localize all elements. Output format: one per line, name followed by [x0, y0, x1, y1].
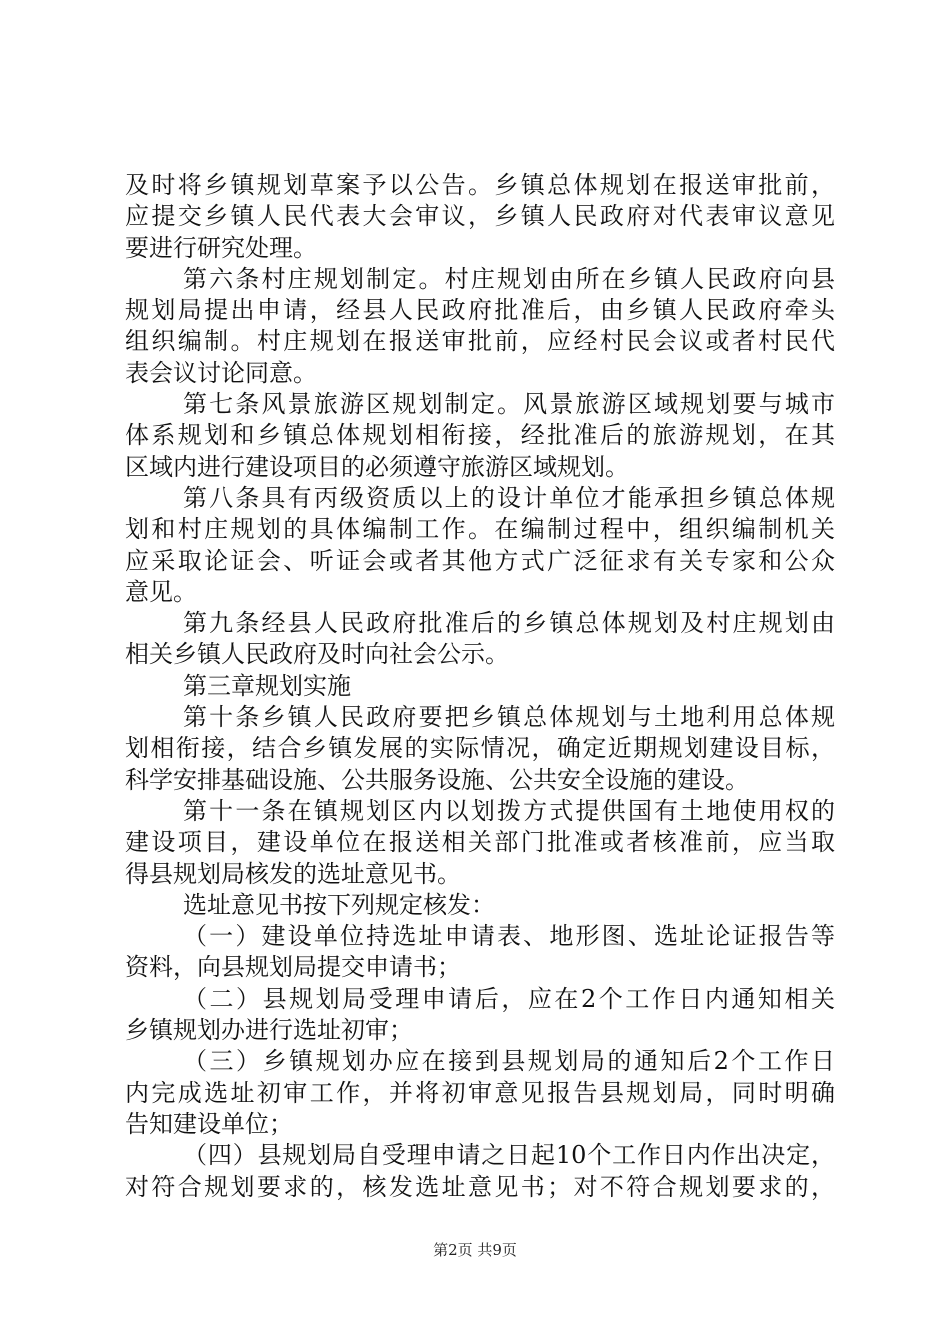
- document-body: [125, 170, 835, 1203]
- document-line: 组织编制。村庄规划在报送审批前，应经村民会议或者村民代: [125, 327, 835, 356]
- document-line: 建设项目，建设单位在报送相关部门批准或者核准前，应当取: [125, 828, 835, 857]
- document-line: 乡镇规划办进行选址初审；: [125, 1016, 413, 1045]
- document-line: 规划局提出申请，经县人民政府批准后，由乡镇人民政府牵头: [125, 296, 835, 325]
- document-line: 科学安排基础设施、公共服务设施、公共安全设施的建设。: [125, 765, 749, 794]
- document-line: 第三章规划实施: [183, 671, 351, 700]
- document-line: 及时将乡镇规划草案予以公告。乡镇总体规划在报送审批前，: [125, 171, 835, 199]
- document-line: （四）县规划局自受理申请之日起10个工作日内作出决定，: [183, 1141, 835, 1170]
- document-line: 第八条具有丙级资质以上的设计单位才能承担乡镇总体规: [183, 483, 835, 512]
- document-line: （一）建设单位持选址申请表、地形图、选址论证报告等: [183, 922, 835, 951]
- document-line: （三）乡镇规划办应在接到县规划局的通知后2个工作日: [183, 1047, 835, 1076]
- document-line: 应采取论证会、听证会或者其他方式广泛征求有关专家和公众: [125, 546, 835, 575]
- document-line: 划和村庄规划的具体编制工作。在编制过程中，组织编制机关: [125, 515, 835, 544]
- document-line: 意见。: [125, 577, 197, 606]
- document-line: 第十条乡镇人民政府要把乡镇总体规划与土地利用总体规: [183, 703, 835, 732]
- document-line: 第十一条在镇规划区内以划拨方式提供国有土地使用权的: [183, 796, 835, 825]
- document-line: 表会议讨论同意。: [125, 358, 317, 387]
- page-footer: 第2页 共9页: [433, 1241, 517, 1259]
- document-line: 要进行研究处理。: [125, 233, 317, 262]
- document-line: 选址意见书按下列规定核发：: [183, 890, 495, 919]
- document-line: 体系规划和乡镇总体规划相衔接，经批准后的旅游规划，在其: [125, 421, 835, 450]
- document-line: 资料，向县规划局提交申请书；: [125, 953, 461, 982]
- document-line: 第六条村庄规划制定。村庄规划由所在乡镇人民政府向县: [183, 264, 835, 293]
- document-line: 第九条经县人民政府批准后的乡镇总体规划及村庄规划由: [183, 609, 835, 638]
- document-line: 对符合规划要求的，核发选址意见书；对不符合规划要求的，: [125, 1172, 835, 1201]
- document-line: 第七条风景旅游区规划制定。风景旅游区域规划要与城市: [183, 390, 835, 419]
- document-line: 应提交乡镇人民代表大会审议，乡镇人民政府对代表审议意见: [125, 202, 835, 231]
- document-line: （二）县规划局受理申请后，应在2个工作日内通知相关: [183, 984, 835, 1013]
- document-line: 区域内进行建设项目的必须遵守旅游区域规划。: [125, 452, 629, 481]
- document-line: 内完成选址初审工作，并将初审意见报告县规划局，同时明确: [125, 1078, 835, 1107]
- document-line: 告知建设单位；: [125, 1109, 293, 1138]
- document-line: 得县规划局核发的选址意见书。: [125, 859, 461, 888]
- document-line: 划相衔接，结合乡镇发展的实际情况，确定近期规划建设目标，: [125, 734, 835, 763]
- document-line: 相关乡镇人民政府及时向社会公示。: [125, 640, 509, 669]
